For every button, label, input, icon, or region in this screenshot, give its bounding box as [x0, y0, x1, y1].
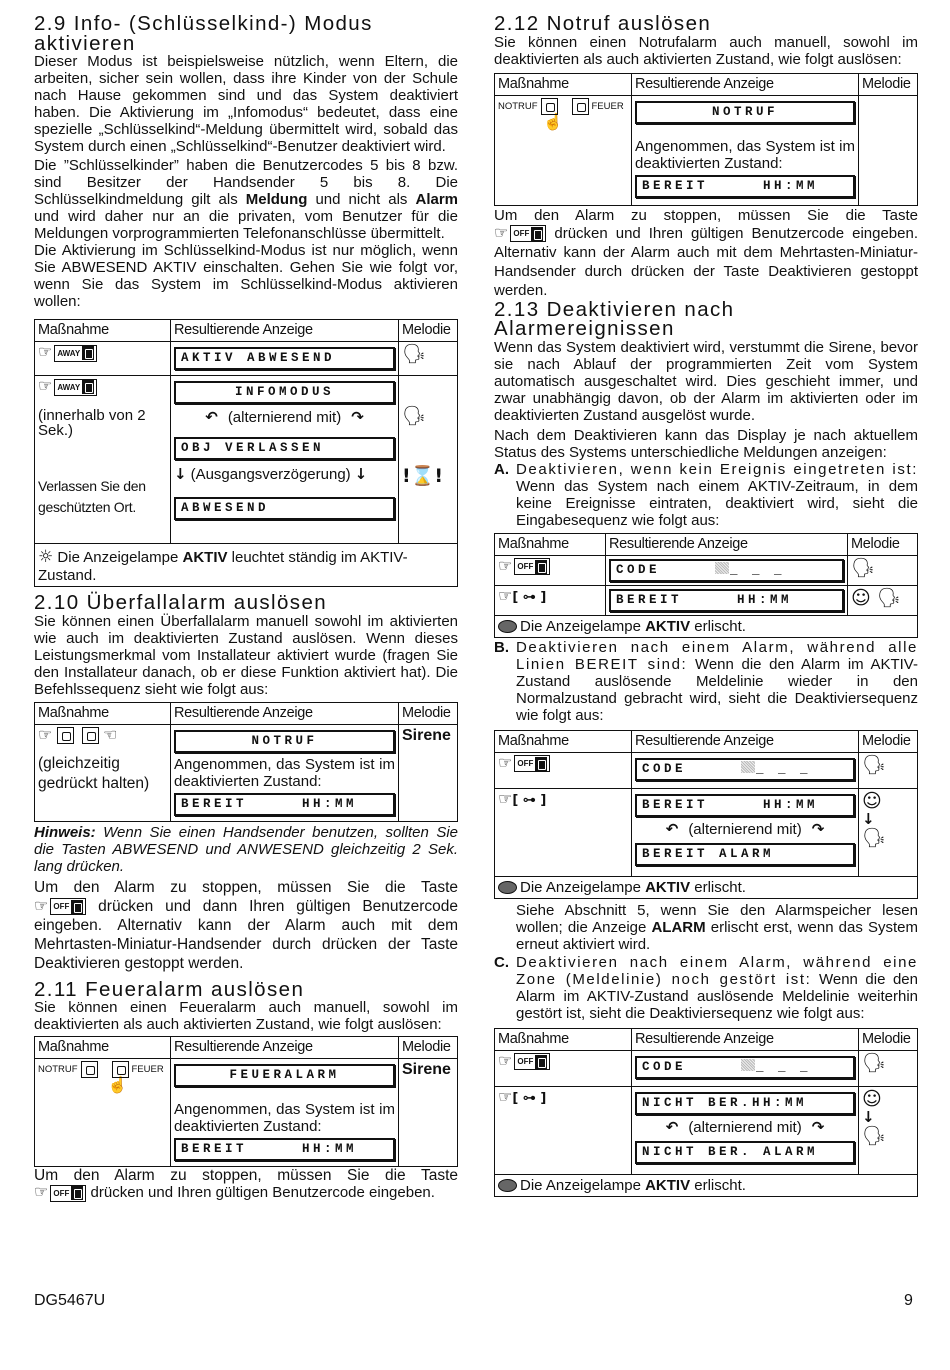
- emergency-keys-icon: NOTRUF FEUER: [498, 98, 628, 115]
- accepted-disarmed-text: Angenommen, das System ist im deaktivierten Zustand:: [635, 137, 855, 172]
- right-column: [494, 14, 918, 1197]
- fire-keys-icon: NOTRUF FEUER: [38, 1061, 167, 1078]
- s211-paragraph-1: Sie können einen Feueralarm auch manuell, sowohl im deaktivierten als auch aktivierten Zustand, wie folgt auslösen:: [34, 999, 458, 1033]
- lcd-code: CODE _ _ _: [609, 559, 844, 582]
- s212-sequence-table: [494, 73, 918, 206]
- melody-beep-icon: 🗣: [862, 753, 887, 776]
- lamp-off-icon: [498, 1179, 517, 1192]
- arrow-down-icon: ↓: [862, 809, 875, 828]
- s29-paragraph-3: Die Aktivierung im Schlüsselkind-Modus ist nur möglich, wenn Sie ABWESEND AKTIV einschalten. Gehen Sie wie folgt vor, wenn Sie das System im Schlüsselkind-Modus aktivieren wollen:: [34, 242, 458, 310]
- col-header-melody: Melodie: [848, 533, 918, 555]
- loop-right-icon: ↷: [811, 820, 825, 838]
- footer-page-number: 9: [904, 1292, 913, 1309]
- lcd-code: CODE _ _ _: [635, 758, 855, 781]
- alternating-row: ↶ (alternierend mit) ↷: [205, 407, 364, 426]
- panic-keys-icon: ☞ ☜: [38, 726, 118, 744]
- lcd-infomodus: INFOMODUS: [174, 381, 395, 404]
- melody-beep-icon: 🗣: [402, 343, 427, 365]
- s29-lamp-note: Die Anzeigelampe AKTIV leuchtet ständig im AKTIV-Zustand.: [38, 549, 408, 584]
- lamp-off-note: Die Anzeigelampe AKTIV erlischt.: [520, 1176, 746, 1194]
- col-header-melody: Melodie: [399, 320, 458, 342]
- section-2-9-title: 2.9 Info- (Schlüsselkind-) Modus aktivieren: [34, 12, 373, 55]
- loop-right-icon: ↷: [351, 407, 364, 426]
- s210-stop-text-2: ☞ OFF drücken und dann Ihren gültigen Benutzercode eingeben. Alternativ kann der Alarm auch mit dem Mehrtasten-Miniatur-Handsender durch drücken der Taste Deaktivieren gestoppt werden.: [34, 897, 458, 972]
- lcd-code: CODE _ _ _: [635, 1056, 855, 1079]
- within-2-sec-text: (innerhalb von 2 Sek.): [38, 406, 146, 439]
- lcd-obj-verlassen: OBJ VERLASSEN: [174, 437, 395, 460]
- col-header-melody: Melodie: [399, 702, 458, 724]
- hold-simultaneously-text: (gleichzeitig gedrückt halten): [38, 755, 150, 793]
- section-2-12-title: 2.12 Notruf auslösen: [494, 12, 712, 35]
- col-header-action: Maßnahme: [495, 1028, 632, 1050]
- hourglass-icon: !⌛!: [402, 465, 443, 487]
- col-header-display: Resultierende Anzeige: [171, 702, 399, 724]
- col-header-action: Maßnahme: [35, 320, 171, 342]
- lcd-bereit-hhmm: BEREIT HH:MM: [635, 794, 855, 817]
- alternating-row: ↶ (alternierend mit) ↷: [665, 820, 825, 838]
- lcd-notruf: NOTRUF: [174, 730, 395, 753]
- key-confirm-icon: ☞[ ⊶ ]: [498, 788, 547, 808]
- case-a: A. Deaktivieren, wenn kein Ereignis eingetreten ist: Wenn das System nach einem AKTIV-Zeitraum, in dem keine Ereignisse eintraten, deaktiviert wird, sieht die Eingabesequenz wie folgt aus:: [494, 460, 918, 529]
- col-header-melody: Melodie: [859, 73, 918, 95]
- s212-stop-text-1: Um den Alarm zu stoppen, müssen Sie die Taste: [494, 206, 918, 224]
- col-header-action: Maßnahme: [495, 533, 606, 555]
- s29-paragraph-2: Die ”Schlüsselkinder” haben die Benutzercodes 5 bis 8 bzw. sind Besitzer der Handsender 5 bis 8. Die Schlüsselkindmeldung gilt als Meldung und nicht als Alarm und wird daher nur an die privaten, vom Benutzer für die Meldungen vorprogrammierten Telefonanschlüsse übermittelt.: [34, 157, 459, 242]
- off-key-icon: ☞ OFF: [498, 1053, 550, 1070]
- s211-stop-text-1: Um den Alarm zu stoppen, müssen Sie die Taste: [34, 1167, 458, 1184]
- melody-sirene: Sirene: [402, 726, 451, 744]
- section-2-10-title: 2.10 Überfallalarm auslösen: [34, 591, 328, 614]
- lamp-off-note: Die Anzeigelampe AKTIV erlischt.: [520, 878, 746, 896]
- smiley-icon: ☺: [862, 789, 882, 812]
- lamp-off-note: Die Anzeigelampe AKTIV erlischt.: [520, 617, 746, 635]
- section-2-13-title: 2.13 Deaktivieren nach Alarmereignissen: [494, 297, 735, 340]
- off-key-icon: ☞ OFF: [498, 558, 550, 575]
- lamp-off-icon: [498, 620, 517, 633]
- s211-stop-text-2: ☞ OFF drücken und Ihren gültigen Benutzercode eingeben.: [34, 1184, 435, 1201]
- melody-beep-icon: 🗣: [402, 405, 427, 427]
- alternating-row: ↶ (alternierend mit) ↷: [665, 1118, 825, 1136]
- s29-sequence-table: [34, 319, 458, 587]
- lcd-abwesend: ABWESEND: [174, 497, 395, 520]
- case-c: C. Deaktivieren nach einem Alarm, während eine Zone (Meldelinie) noch gestört ist: Wenn die den Alarm im AKTIV-Zustand auslösende Meldelinie weiterhin gestört ist, sieht die Deaktiviersequenz wie folgt aus:: [494, 953, 918, 1022]
- exit-delay-row: ↓ (Ausgangsverzögerung) ↓: [174, 464, 368, 483]
- lcd-aktiv-abwesend: AKTIV ABWESEND: [174, 347, 395, 370]
- col-header-melody: Melodie: [859, 1028, 918, 1050]
- case-b-table: [494, 730, 918, 899]
- melody-beep-icon: 🗣: [862, 1124, 887, 1147]
- lcd-bereit-hhmm: BEREIT HH:MM: [609, 589, 844, 612]
- away-key-icon: ☞ AWAY: [38, 379, 97, 396]
- lcd-notruf: NOTRUF: [635, 101, 855, 124]
- press-hand-icon: ☝: [107, 1077, 128, 1094]
- loop-left-icon: ↶: [665, 820, 679, 838]
- s213-paragraph-2: Nach dem Deaktivieren kann das Display je nach aktuellem Status des Systems unterschiedliche Meldungen anzeigen:: [494, 426, 918, 461]
- melody-beep-icon: 🗣: [862, 826, 887, 849]
- melody-sirene: Sirene: [402, 1061, 451, 1078]
- s29-paragraph-1: Dieser Modus ist beispielsweise nützlich, wenn Eltern, die arbeiten, sicher sein wollen, dass ihre Kinder von der Schule nach Hause gekommen sind und das System deaktiviert haben. Die Aktivierung im „Infomodus“ bedeutet, dass eine spezielle „Schlüsselkind“-Meldung übermittelt wird, sobald das System durch einen „Schlüsselkind“-Benutzer deaktiviert wird.: [34, 53, 458, 155]
- col-header-display: Resultierende Anzeige: [171, 1037, 399, 1059]
- col-header-action: Maßnahme: [35, 1037, 171, 1059]
- col-header-action: Maßnahme: [495, 730, 632, 752]
- press-hand-icon: ☝: [543, 113, 563, 131]
- accepted-disarmed-text: Angenommen, das System ist im deaktivierten Zustand:: [174, 1101, 395, 1135]
- s210-stop-text-1: Um den Alarm zu stoppen, müssen Sie die Taste: [34, 878, 458, 896]
- arrow-down-icon: ↓: [354, 464, 368, 483]
- lamp-off-icon: [498, 881, 517, 894]
- col-header-melody: Melodie: [859, 730, 918, 752]
- col-header-action: Maßnahme: [495, 73, 632, 95]
- leave-premises-text: Verlassen Sie den geschützten Ort.: [38, 477, 146, 515]
- s210-hint: Hinweis: Wenn Sie einen Handsender benutzen, sollten Sie die Tasten ABWESEND und ANWESEND gleichzeitig 2 Sek. lang drücken.: [34, 823, 458, 875]
- lcd-feueralarm: FEUERALARM: [174, 1064, 395, 1087]
- case-c-table: [494, 1028, 918, 1197]
- lcd-nicht-ber-hhmm: NICHT BER.HH:MM: [635, 1092, 855, 1115]
- smiley-icon: ☺: [862, 1087, 882, 1110]
- col-header-action: Maßnahme: [35, 702, 171, 724]
- loop-left-icon: ↶: [205, 407, 218, 426]
- off-key-icon: ☞ OFF: [34, 1185, 86, 1202]
- s210-sequence-table: [34, 702, 458, 822]
- s212-paragraph-1: Sie können einen Notrufalarm auch manuell, sowohl im deaktivierten als auch aktivierten Zustand, wie folgt auslösen:: [494, 33, 918, 68]
- col-header-display: Resultierende Anzeige: [632, 1028, 859, 1050]
- accepted-disarmed-text: Angenommen, das System ist im deaktivierten Zustand:: [174, 755, 395, 790]
- col-header-display: Resultierende Anzeige: [632, 73, 859, 95]
- footer-doc-id: DG5467U: [34, 1292, 106, 1309]
- loop-right-icon: ↷: [811, 1118, 825, 1136]
- lcd-bereit-hhmm: BEREIT HH:MM: [635, 175, 855, 198]
- key-confirm-icon: ☞[ ⊶ ]: [498, 1086, 547, 1106]
- s213-paragraph-1: Wenn das System deaktiviert wird, verstummt die Sirene, bevor sie nach Ablauf der programmierten Zeit vom System automatisch ausgeschaltet wird. Dies geschieht immer, und zwar unabhängig davon, ob der Alarm im aktivierten oder im deaktivierten Zustand ausgelöst wurde.: [494, 338, 918, 424]
- case-a-table: [494, 533, 918, 638]
- left-column: [34, 14, 458, 1202]
- arrow-down-icon: ↓: [174, 464, 187, 483]
- case-b: B. Deaktivieren nach einem Alarm, während alle Linien BEREIT sind: Wenn die den Alarm im AKTIV-Zustand auslösende Meldelinie wieder in den Normalzustand gebracht wird, sieht die Deaktiviersequenz wie folgt aus:: [494, 638, 918, 724]
- section-2-11-title: 2.11 Feueralarm auslösen: [34, 977, 305, 1001]
- col-header-display: Resultierende Anzeige: [606, 533, 848, 555]
- lcd-bereit-alarm: BEREIT ALARM: [635, 843, 855, 866]
- case-b-note: Siehe Abschnitt 5, wenn Sie den Alarmspeicher lesen wollen; die Anzeige ALARM erlischt erst, wenn das System erneut aktiviert wird.: [516, 901, 918, 953]
- col-header-display: Resultierende Anzeige: [171, 320, 399, 342]
- key-confirm-icon: ☞[ ⊶ ]: [498, 585, 547, 605]
- arrow-down-icon: ↓: [862, 1107, 875, 1126]
- col-header-melody: Melodie: [399, 1037, 458, 1059]
- off-key-icon: ☞ OFF: [498, 755, 550, 772]
- off-key-icon: ☞ OFF: [494, 225, 546, 242]
- lcd-bereit-hhmm: BEREIT HH:MM: [174, 793, 395, 816]
- s210-paragraph-1: Sie können einen Überfallalarm manuell sowohl im aktivierten wie auch im deaktivierten Zustand auslösen. Wenn dieses Leistungsmerkmal vom Installateur aktiviert wurde (fragen Sie den Installateur danach, ob er diese Funktion aktiviert hat). Die Befehlssequenz sieht wie folgt aus:: [34, 612, 458, 698]
- loop-left-icon: ↶: [665, 1118, 679, 1136]
- lcd-nicht-ber-alarm: NICHT BER. ALARM: [635, 1141, 855, 1164]
- s212-stop-text-2: ☞ OFF drücken und Ihren gültigen Benutzercode eingeben. Alternativ kann der Alarm auch mit dem Mehrtasten-Miniatur-Handsender durch drücken der Taste Deaktivieren gestoppt werden.: [494, 224, 918, 299]
- melody-beep-icon: 🗣: [851, 556, 876, 579]
- lamp-on-icon: ☼: [38, 547, 54, 567]
- off-key-icon: ☞ OFF: [34, 898, 86, 915]
- s211-sequence-table: [34, 1036, 458, 1167]
- lcd-bereit-hhmm: BEREIT HH:MM: [174, 1138, 395, 1161]
- col-header-display: Resultierende Anzeige: [632, 730, 859, 752]
- melody-beep-icon: 🗣: [862, 1051, 887, 1074]
- smiley-beep-icon: ☺ 🗣: [851, 586, 901, 609]
- away-key-icon: ☞ AWAY: [38, 345, 97, 362]
